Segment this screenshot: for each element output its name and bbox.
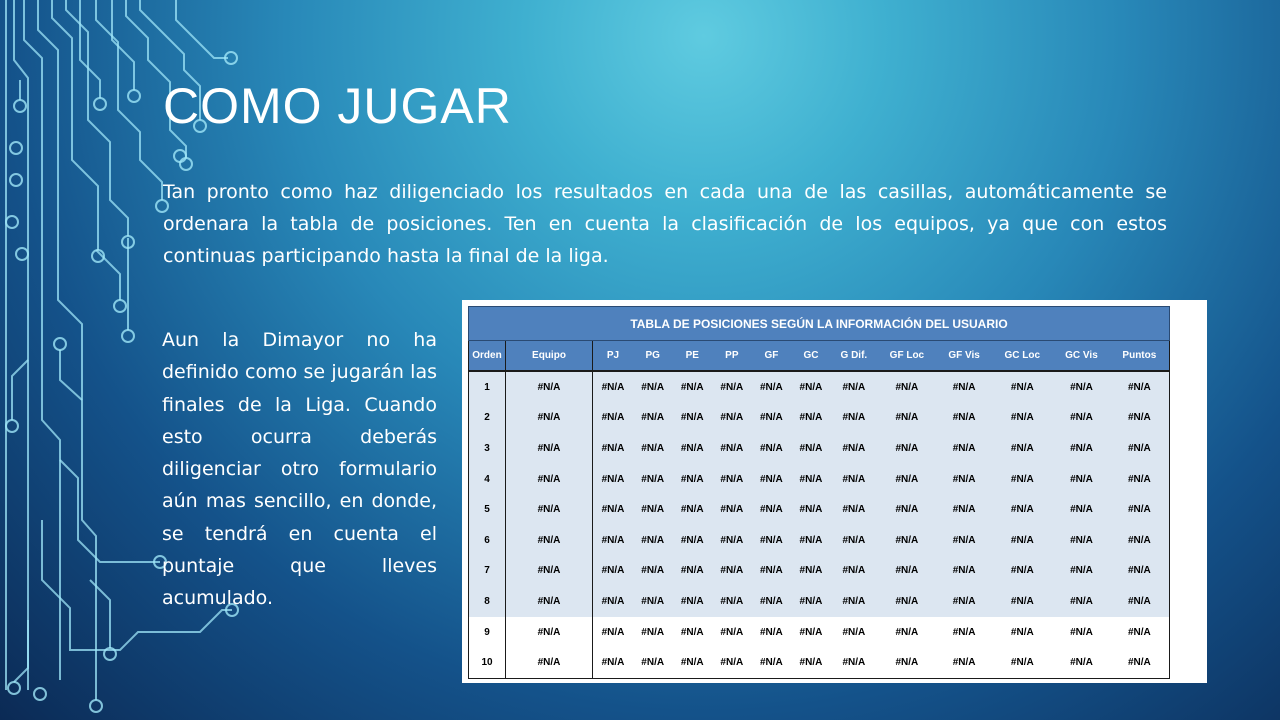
table-cell: #N/A: [937, 403, 992, 434]
standings-body: [469, 371, 1170, 678]
table-cell: #N/A: [593, 586, 633, 617]
column-header: PJ: [593, 341, 633, 372]
circuit-node: [14, 100, 26, 112]
table-cell: #N/A: [937, 586, 992, 617]
column-header: GC Vis: [1053, 341, 1110, 372]
table-cell: #N/A: [1053, 464, 1110, 495]
table-cell: #N/A: [672, 433, 712, 464]
table-cell: #N/A: [831, 403, 877, 434]
row-order-cell: 7: [469, 556, 506, 587]
table-cell: #N/A: [877, 494, 937, 525]
table-cell: #N/A: [593, 647, 633, 678]
table-cell: #N/A: [877, 464, 937, 495]
table-cell: #N/A: [506, 494, 593, 525]
table-cell: #N/A: [633, 617, 673, 648]
table-cell: #N/A: [672, 617, 712, 648]
table-cell: #N/A: [633, 525, 673, 556]
table-cell: #N/A: [831, 433, 877, 464]
circuit-node: [122, 330, 134, 342]
table-cell: #N/A: [1053, 617, 1110, 648]
table-cell: #N/A: [991, 464, 1053, 495]
table-cell: #N/A: [937, 617, 992, 648]
table-cell: #N/A: [1110, 494, 1170, 525]
circuit-trace: [12, 360, 28, 420]
column-header: PP: [712, 341, 752, 372]
table-cell: #N/A: [937, 647, 992, 678]
table-cell: #N/A: [831, 525, 877, 556]
table-cell: #N/A: [1053, 371, 1110, 403]
circuit-node: [10, 174, 22, 186]
table-cell: #N/A: [1110, 617, 1170, 648]
table-cell: #N/A: [752, 556, 792, 587]
circuit-node: [128, 90, 140, 102]
table-cell: #N/A: [937, 464, 992, 495]
table-cell: #N/A: [991, 556, 1053, 587]
table-cell: #N/A: [593, 464, 633, 495]
table-cell: #N/A: [672, 525, 712, 556]
circuit-node: [114, 300, 126, 312]
table-cell: #N/A: [712, 647, 752, 678]
table-cell: #N/A: [712, 586, 752, 617]
table-cell: #N/A: [752, 525, 792, 556]
table-cell: #N/A: [1053, 494, 1110, 525]
table-row: [469, 617, 1170, 648]
table-cell: #N/A: [672, 556, 712, 587]
table-cell: #N/A: [1110, 464, 1170, 495]
table-cell: #N/A: [1053, 403, 1110, 434]
table-cell: #N/A: [1110, 371, 1170, 403]
row-order-cell: 8: [469, 586, 506, 617]
table-cell: #N/A: [1110, 647, 1170, 678]
table-cell: #N/A: [506, 403, 593, 434]
table-cell: #N/A: [991, 494, 1053, 525]
table-cell: #N/A: [712, 403, 752, 434]
row-order-cell: 9: [469, 617, 506, 648]
table-cell: #N/A: [672, 371, 712, 403]
table-cell: #N/A: [752, 617, 792, 648]
table-cell: #N/A: [672, 586, 712, 617]
table-row: [469, 586, 1170, 617]
table-cell: #N/A: [712, 556, 752, 587]
table-cell: #N/A: [712, 494, 752, 525]
table-cell: #N/A: [991, 371, 1053, 403]
table-cell: #N/A: [937, 433, 992, 464]
table-row: [469, 525, 1170, 556]
table-cell: #N/A: [712, 464, 752, 495]
circuit-node: [180, 158, 192, 170]
table-row: [469, 556, 1170, 587]
table-cell: #N/A: [831, 494, 877, 525]
table-cell: #N/A: [791, 371, 831, 403]
table-cell: #N/A: [791, 647, 831, 678]
column-header: PE: [672, 341, 712, 372]
table-cell: #N/A: [791, 617, 831, 648]
row-order-cell: 1: [469, 371, 506, 403]
table-cell: #N/A: [791, 525, 831, 556]
column-header: GF Loc: [877, 341, 937, 372]
table-row: [469, 371, 1170, 403]
table-cell: #N/A: [991, 647, 1053, 678]
table-cell: #N/A: [506, 433, 593, 464]
slide-title: COMO JUGAR: [163, 78, 512, 134]
table-cell: #N/A: [672, 403, 712, 434]
table-cell: #N/A: [752, 403, 792, 434]
table-cell: #N/A: [633, 647, 673, 678]
table-row: [469, 433, 1170, 464]
table-cell: #N/A: [593, 525, 633, 556]
table-cell: #N/A: [877, 433, 937, 464]
circuit-trace: [14, 620, 28, 682]
table-cell: #N/A: [831, 617, 877, 648]
table-cell: #N/A: [633, 371, 673, 403]
table-cell: #N/A: [937, 556, 992, 587]
standings-table-image: [462, 300, 1207, 683]
column-header: Orden: [469, 341, 506, 372]
circuit-node: [90, 700, 102, 712]
table-cell: #N/A: [877, 617, 937, 648]
table-row: [469, 403, 1170, 434]
table-cell: #N/A: [752, 464, 792, 495]
circuit-node: [6, 216, 18, 228]
table-cell: #N/A: [593, 556, 633, 587]
table-cell: #N/A: [506, 617, 593, 648]
table-cell: #N/A: [506, 647, 593, 678]
table-cell: #N/A: [831, 371, 877, 403]
table-cell: #N/A: [877, 371, 937, 403]
table-cell: #N/A: [633, 403, 673, 434]
circuit-node: [94, 98, 106, 110]
circuit-node: [10, 142, 22, 154]
table-cell: #N/A: [831, 556, 877, 587]
table-cell: #N/A: [712, 525, 752, 556]
row-order-cell: 10: [469, 647, 506, 678]
table-cell: #N/A: [752, 433, 792, 464]
circuit-node: [174, 150, 186, 162]
standings-table-title: TABLA DE POSICIONES SEGÚN LA INFORMACIÓN DEL USUARIO: [469, 307, 1170, 341]
table-cell: #N/A: [1053, 647, 1110, 678]
table-cell: #N/A: [991, 617, 1053, 648]
table-cell: #N/A: [791, 494, 831, 525]
table-row: [469, 494, 1170, 525]
column-header: GC Loc: [991, 341, 1053, 372]
circuit-trace: [60, 350, 82, 400]
table-cell: #N/A: [672, 464, 712, 495]
table-cell: #N/A: [937, 494, 992, 525]
circuit-trace: [96, 250, 120, 300]
column-header: GF: [752, 341, 792, 372]
table-cell: #N/A: [506, 586, 593, 617]
table-cell: #N/A: [633, 586, 673, 617]
table-cell: #N/A: [633, 494, 673, 525]
table-cell: #N/A: [791, 464, 831, 495]
table-cell: #N/A: [1110, 556, 1170, 587]
circuit-trace: [176, 0, 228, 58]
table-cell: #N/A: [831, 464, 877, 495]
standings-header-row: [469, 341, 1170, 372]
column-header: PG: [633, 341, 673, 372]
circuit-trace: [90, 580, 110, 648]
table-cell: #N/A: [791, 433, 831, 464]
table-cell: #N/A: [593, 403, 633, 434]
table-cell: #N/A: [633, 433, 673, 464]
table-cell: #N/A: [633, 464, 673, 495]
column-header: Puntos: [1110, 341, 1170, 372]
column-header: GF Vis: [937, 341, 992, 372]
intro-paragraph: Tan pronto como haz diligenciado los resultados en cada una de las casillas, automáticamente se ordenara la tabla de posiciones. Ten en cuenta la clasificación de los equipos, ya que con estos continuas participando hasta la final de la liga.: [163, 181, 1167, 267]
table-cell: #N/A: [506, 371, 593, 403]
circuit-trace: [112, 0, 134, 90]
table-cell: #N/A: [1110, 525, 1170, 556]
standings-table: [468, 306, 1170, 679]
circuit-node: [6, 420, 18, 432]
table-cell: #N/A: [937, 525, 992, 556]
table-cell: #N/A: [1110, 403, 1170, 434]
row-order-cell: 5: [469, 494, 506, 525]
table-cell: #N/A: [506, 464, 593, 495]
table-row: [469, 464, 1170, 495]
table-cell: #N/A: [593, 617, 633, 648]
row-order-cell: 6: [469, 525, 506, 556]
table-cell: #N/A: [1053, 525, 1110, 556]
table-cell: #N/A: [1053, 433, 1110, 464]
table-cell: #N/A: [991, 403, 1053, 434]
table-cell: #N/A: [593, 494, 633, 525]
table-cell: #N/A: [506, 556, 593, 587]
table-cell: #N/A: [1053, 586, 1110, 617]
table-cell: #N/A: [831, 647, 877, 678]
table-cell: #N/A: [672, 647, 712, 678]
row-order-cell: 3: [469, 433, 506, 464]
table-cell: #N/A: [752, 586, 792, 617]
table-cell: #N/A: [712, 433, 752, 464]
table-cell: #N/A: [991, 525, 1053, 556]
table-cell: #N/A: [791, 586, 831, 617]
table-cell: #N/A: [633, 556, 673, 587]
circuit-trace: [60, 460, 160, 562]
table-cell: #N/A: [752, 647, 792, 678]
circuit-node: [34, 688, 46, 700]
table-cell: #N/A: [712, 371, 752, 403]
column-header: Equipo: [506, 341, 593, 372]
table-row: [469, 647, 1170, 678]
row-order-cell: 2: [469, 403, 506, 434]
circuit-node: [16, 248, 28, 260]
table-cell: #N/A: [937, 371, 992, 403]
table-cell: #N/A: [991, 586, 1053, 617]
table-cell: #N/A: [712, 617, 752, 648]
table-cell: #N/A: [1053, 556, 1110, 587]
side-paragraph: Aun la Dimayor no ha definido como se jugarán las finales de la Liga. Cuando esto ocurra deberás diligenciar otro formulario aún mas sencillo, en donde, se tendrá en cuenta el puntaje que lleves acumulado.: [162, 329, 437, 610]
table-cell: #N/A: [831, 586, 877, 617]
table-cell: #N/A: [1110, 586, 1170, 617]
table-cell: #N/A: [791, 403, 831, 434]
table-cell: #N/A: [791, 556, 831, 587]
circuit-node: [8, 682, 20, 694]
table-cell: #N/A: [593, 371, 633, 403]
table-cell: #N/A: [877, 403, 937, 434]
table-cell: #N/A: [672, 494, 712, 525]
row-order-cell: 4: [469, 464, 506, 495]
table-cell: #N/A: [877, 586, 937, 617]
column-header: GC: [791, 341, 831, 372]
table-cell: #N/A: [506, 525, 593, 556]
table-cell: #N/A: [752, 494, 792, 525]
circuit-node: [54, 338, 66, 350]
table-cell: #N/A: [877, 525, 937, 556]
table-cell: #N/A: [991, 433, 1053, 464]
column-header: G Dif.: [831, 341, 877, 372]
table-cell: #N/A: [877, 647, 937, 678]
table-cell: #N/A: [877, 556, 937, 587]
table-cell: #N/A: [752, 371, 792, 403]
table-cell: #N/A: [593, 433, 633, 464]
table-cell: #N/A: [1110, 433, 1170, 464]
